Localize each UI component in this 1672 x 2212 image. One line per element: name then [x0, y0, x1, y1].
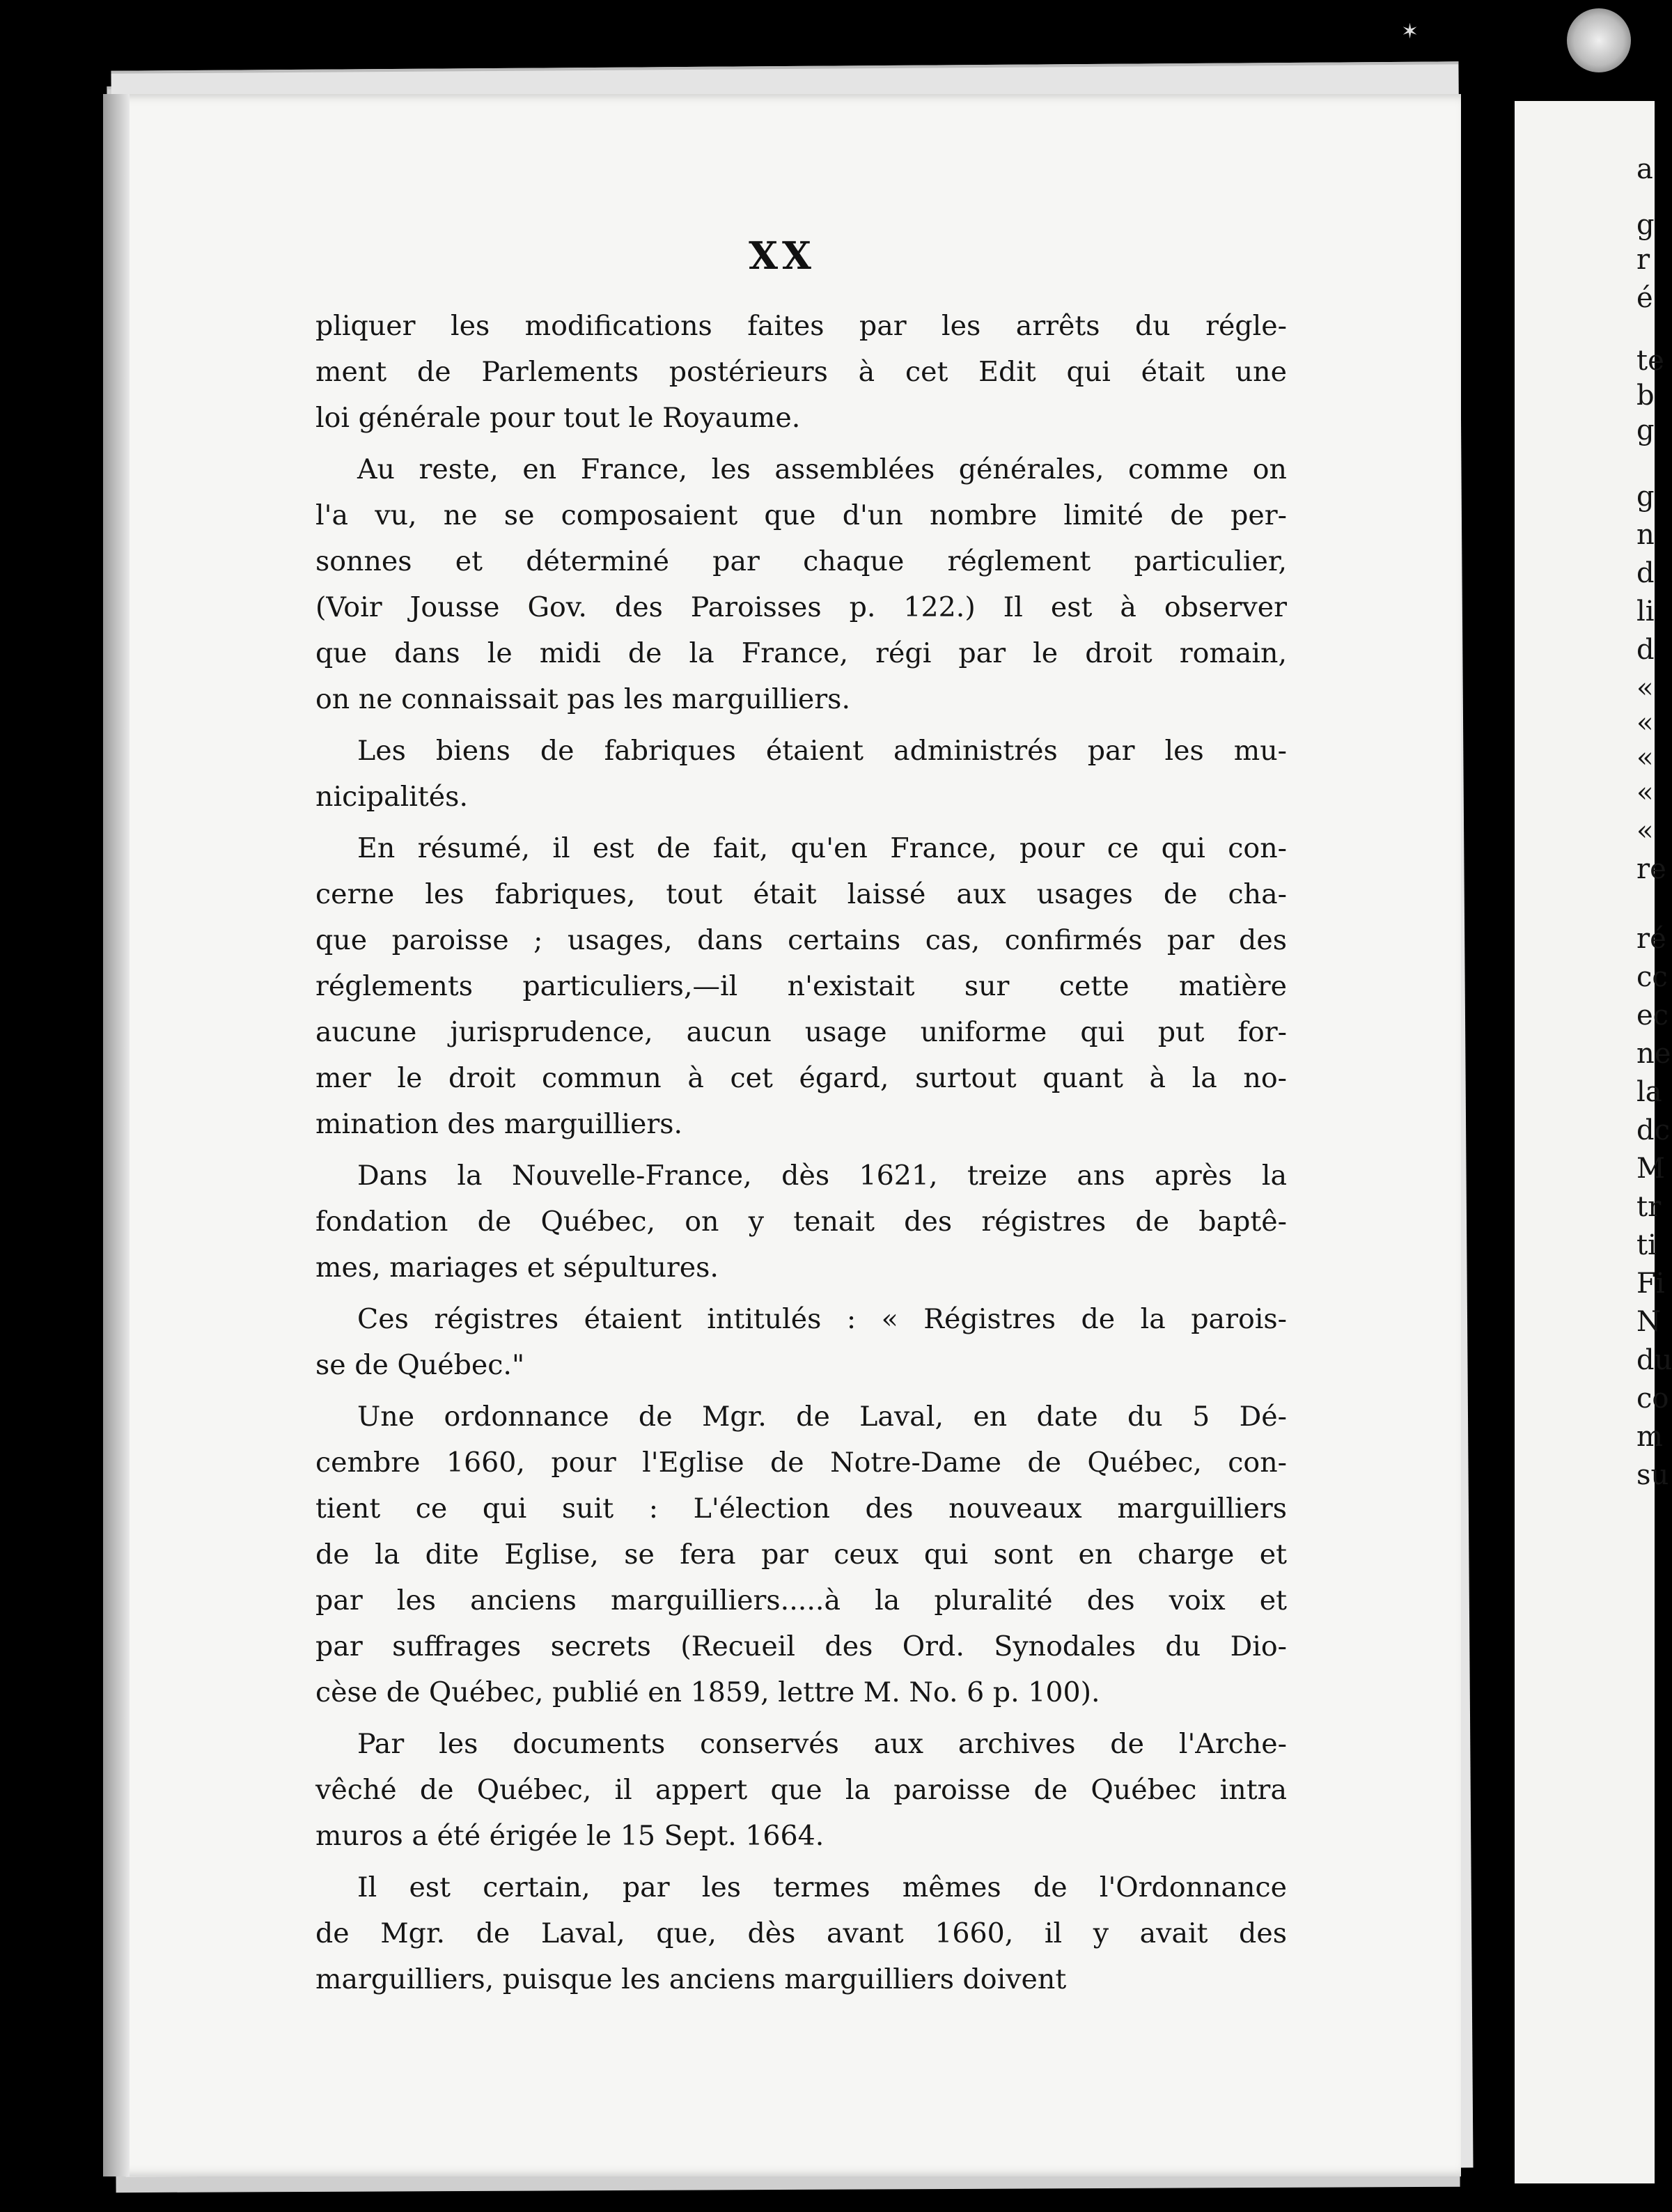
text-line: (Voir Jousse Gov. des Paroisses p. 122.) Il est à observer [315, 591, 1287, 623]
paragraph [315, 1394, 1287, 1715]
text-line: cerne les fabriques, tout était laissé aux usages de cha- [315, 878, 1287, 910]
facing-page-fragment: a [1636, 153, 1653, 185]
paragraph [315, 446, 1287, 722]
facing-page-fragment: b [1636, 380, 1655, 412]
facing-page-fragment: d [1636, 634, 1655, 666]
facing-page-fragment: co [1636, 1382, 1669, 1415]
paragraph [315, 1153, 1287, 1291]
text-line: Par les documents conservés aux archives de l'Arche- [357, 1728, 1287, 1760]
facing-page-fragment: ne [1636, 1038, 1671, 1070]
facing-page-fragment: ré [1636, 923, 1666, 955]
facing-page-fragment: é [1636, 282, 1653, 314]
text-line: Dans la Nouvelle-France, dès 1621, treize ans après la [357, 1160, 1287, 1192]
facing-page-fragment: cc [1636, 961, 1668, 993]
facing-page-fragment: g [1636, 209, 1655, 241]
page-number: XX [749, 233, 815, 278]
facing-page-fragment: « [1636, 742, 1654, 774]
text-line: En résumé, il est de fait, qu'en France, pour ce qui con- [357, 832, 1287, 864]
facing-page-fragment: Fi [1636, 1268, 1665, 1300]
paragraph [315, 1296, 1287, 1388]
text-line: de Mgr. de Laval, que, dès avant 1660, il y avait des [315, 1917, 1287, 1949]
facing-page-fragment: « [1636, 777, 1654, 809]
text-line: pliquer les modifications faites par les arrêts du régle- [315, 310, 1287, 342]
facing-page-fragment: M [1636, 1153, 1665, 1185]
text-line: de la dite Eglise, se fera par ceux qui sont en charge et [315, 1539, 1287, 1571]
text-line: cembre 1660, pour l'Eglise de Notre-Dame de Québec, con- [315, 1447, 1287, 1479]
facing-page-fragment: d [1636, 557, 1655, 589]
text-line: Il est certain, par les termes mêmes de l'Ordonnance [357, 1871, 1287, 1903]
paragraph [315, 1864, 1287, 2002]
text-line: mination des marguilliers. [315, 1108, 683, 1140]
facing-page-fragment: g [1636, 414, 1655, 446]
text-line: marguilliers, puisque les anciens marguilliers doivent [315, 1963, 1067, 1995]
facing-page-fragment: su [1636, 1459, 1669, 1491]
text-line: on ne connaissait pas les marguilliers. [315, 683, 850, 715]
facing-page-fragment: ti [1636, 1229, 1657, 1261]
text-line: tient ce qui suit : L'élection des nouveaux marguilliers [315, 1493, 1287, 1525]
text-line: nicipalités. [315, 781, 469, 813]
facing-page-fragment: « [1636, 815, 1654, 847]
facing-page-fragment: te [1636, 345, 1664, 377]
facing-page-fragment: « [1636, 672, 1654, 704]
text-line: ment de Parlements postérieurs à cet Edit qui était une [315, 356, 1287, 388]
library-stamp-emblem [1567, 8, 1631, 72]
text-line: par suffrages secrets (Recueil des Ord. Synodales du Dio- [315, 1630, 1287, 1662]
paragraph [315, 825, 1287, 1147]
facing-page-edge [1515, 101, 1672, 2183]
text-line: mer le droit commun à cet égard, surtout quant à la no- [315, 1062, 1287, 1094]
page-body-text [315, 303, 1287, 2008]
text-line: Ces régistres étaient intitulés : « Régistres de la parois- [357, 1303, 1287, 1335]
facing-page-fragment: tr [1636, 1191, 1662, 1223]
facing-page-fragment: li [1636, 595, 1655, 628]
text-line: aucune jurisprudence, aucun usage uniforme qui put for- [315, 1016, 1287, 1048]
facing-page-fragment: du [1636, 1344, 1672, 1376]
text-line: Une ordonnance de Mgr. de Laval, en date du 5 Dé- [357, 1401, 1287, 1433]
facing-page-fragment: g [1636, 481, 1655, 513]
text-line: réglements particuliers,—il n'existait sur cette matière [315, 970, 1287, 1002]
facing-page-fragment: dc [1636, 1114, 1671, 1146]
text-line: Les biens de fabriques étaient administrés par les mu- [357, 735, 1287, 767]
facing-page-fragment: re [1636, 853, 1666, 885]
paragraph [315, 1721, 1287, 1859]
text-line: se de Québec." [315, 1349, 525, 1381]
text-line: mes, mariages et sépultures. [315, 1252, 719, 1284]
text-line: par les anciens marguilliers.....à la pluralité des voix et [315, 1584, 1287, 1617]
facing-page-fragment: m [1636, 1421, 1663, 1453]
facing-page-fragment: ec [1636, 999, 1669, 1031]
paragraph [315, 728, 1287, 820]
facing-page-fragment: la [1636, 1076, 1662, 1108]
facing-page-fragment: « [1636, 707, 1654, 739]
text-line: sonnes et déterminé par chaque réglement particulier, [315, 545, 1287, 577]
facing-page-fragment: n [1636, 519, 1655, 551]
text-line: muros a été érigée le 15 Sept. 1664. [315, 1820, 825, 1852]
text-line: Au reste, en France, les assemblées générales, comme on [357, 453, 1287, 485]
paragraph [315, 303, 1287, 441]
text-line: l'a vu, ne se composaient que d'un nombre limité de per- [315, 499, 1287, 531]
text-line: que paroisse ; usages, dans certains cas, confirmés par des [315, 924, 1287, 956]
left-page [103, 94, 1461, 2176]
star-mark: ✶ [1401, 20, 1419, 44]
facing-page-fragment: r [1636, 244, 1650, 276]
text-line: que dans le midi de la France, régi par le droit romain, [315, 637, 1287, 669]
text-line: loi générale pour tout le Royaume. [315, 402, 801, 434]
text-line: fondation de Québec, on y tenait des régistres de baptê- [315, 1206, 1287, 1238]
facing-page-fragment: N [1636, 1306, 1661, 1338]
text-line: vêché de Québec, il appert que la paroisse de Québec intra [315, 1774, 1287, 1806]
text-line: cèse de Québec, publié en 1859, lettre M. No. 6 p. 100). [315, 1676, 1100, 1708]
